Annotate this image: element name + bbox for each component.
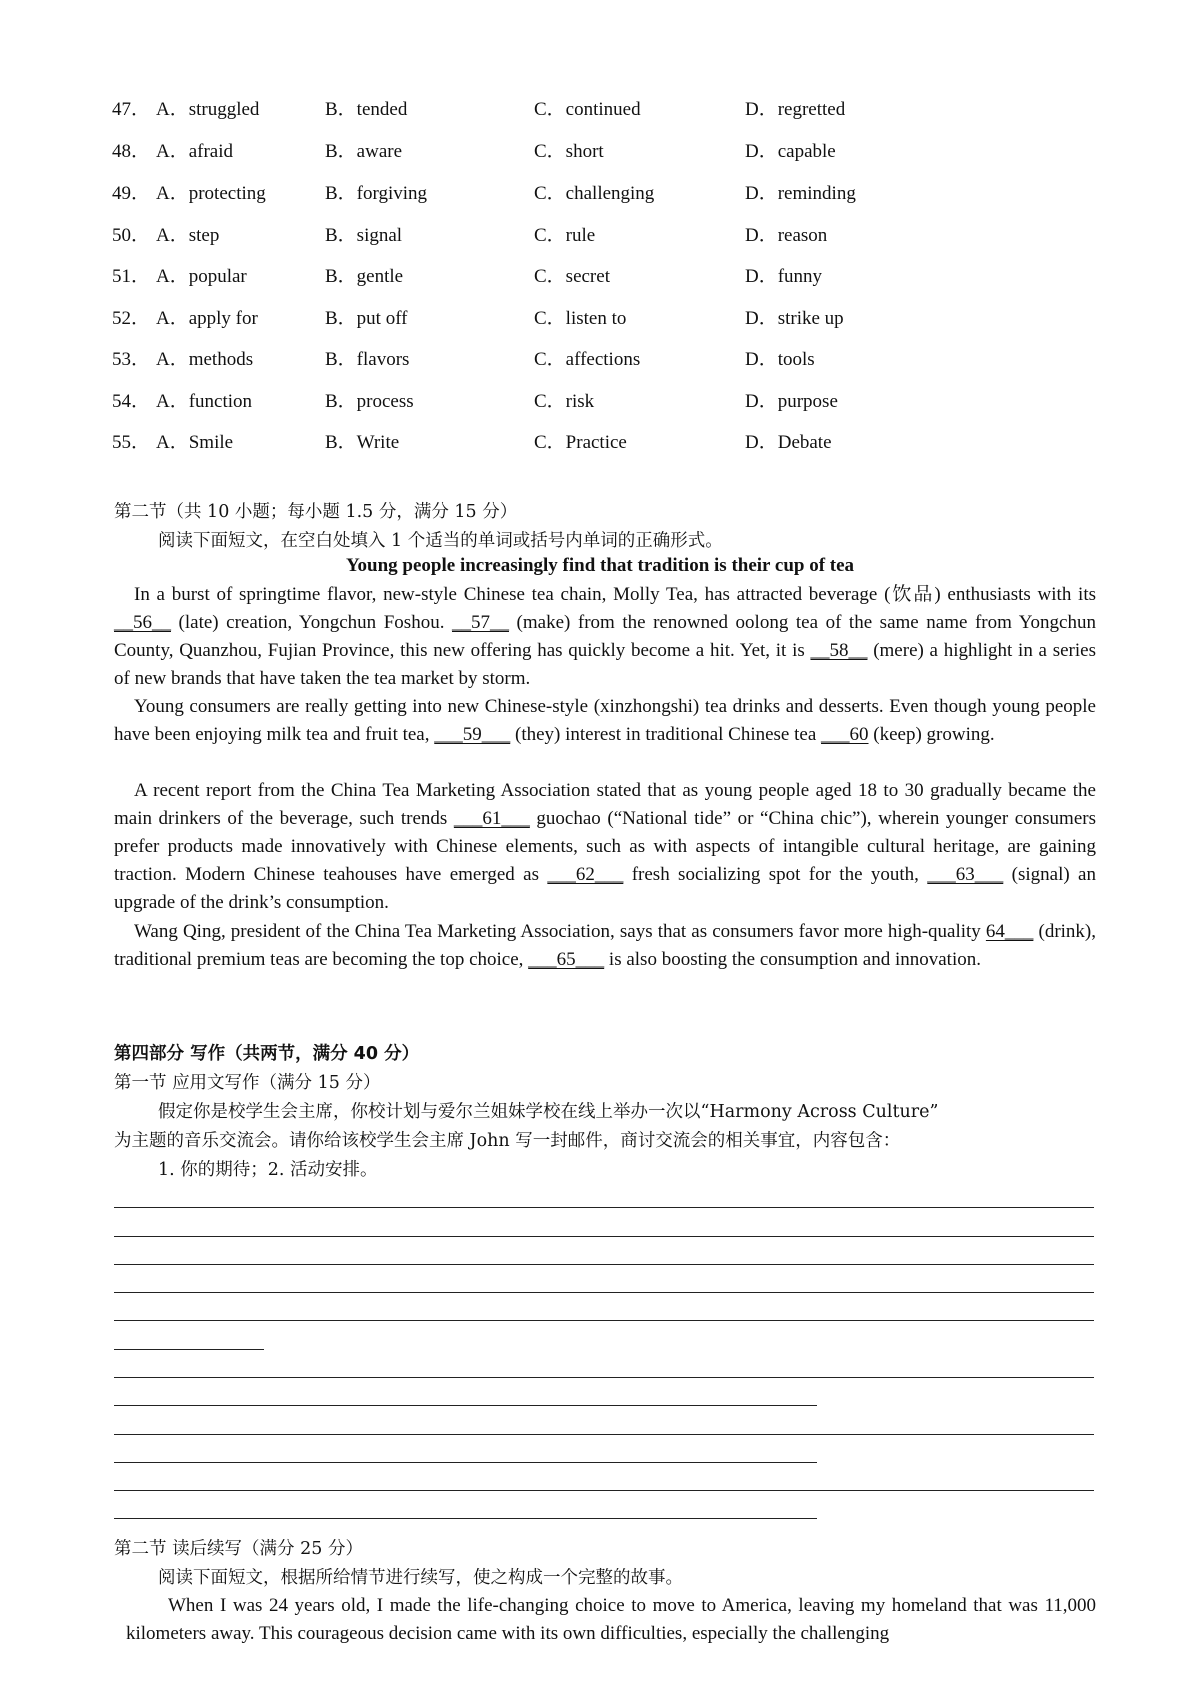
question-number: 50． xyxy=(112,225,151,246)
option-c: C．short xyxy=(534,141,604,162)
blank-58: __58__ xyxy=(810,640,868,661)
option-c: C．challenging xyxy=(534,183,655,204)
answer-line[interactable] xyxy=(114,1320,1094,1321)
option-c: C．secret xyxy=(534,266,610,287)
blank-61: ___61___ xyxy=(453,808,530,829)
question-number: 48． xyxy=(112,141,151,162)
blank-62: ___62___ xyxy=(547,864,624,885)
passage-title: Young people increasingly find that tradition is their cup of tea xyxy=(345,555,855,576)
option-b: B．forgiving xyxy=(325,183,428,204)
option-d: D．reason xyxy=(745,225,828,246)
option-a: A．struggled xyxy=(156,99,260,120)
option-d: D．strike up xyxy=(745,308,844,329)
option-a: A．apply for xyxy=(156,308,258,329)
answer-line[interactable] xyxy=(114,1518,817,1519)
option-row-53 xyxy=(112,344,1012,374)
option-a: A．popular xyxy=(156,266,247,287)
question-number: 52． xyxy=(112,308,151,329)
answer-line[interactable] xyxy=(114,1377,1094,1378)
passage-paragraph-1: In a burst of springtime flavor, new-style Chinese tea chain, Molly Tea, has attracted beverage (饮品) enthusiasts with its __56__ (late) creation, Yongchun Foshou. __57__ (make) from the renowned oolong tea of the same name from Yongchun County, Quanzhou, Fujian Province, this new offering has quickly become a hit. Yet, it is __58__ (mere) a highlight in a series of new brands that have taken the tea market by storm. xyxy=(114,584,1096,689)
option-a: A．Smile xyxy=(156,432,234,453)
question-number: 51． xyxy=(112,266,151,287)
option-c: C．listen to xyxy=(534,308,627,329)
option-row-47 xyxy=(112,94,1012,124)
option-b: B．process xyxy=(325,391,414,412)
option-b: B．aware xyxy=(325,141,403,162)
option-a: A．step xyxy=(156,225,220,246)
section2-heading: 第二节（共 10 小题；每小题 1.5 分，满分 15 分） xyxy=(114,502,518,522)
blank-64: 64___ xyxy=(985,921,1034,942)
option-c: C．Practice xyxy=(534,432,627,453)
option-b: B．gentle xyxy=(325,266,404,287)
option-b: B．tended xyxy=(325,99,408,120)
answer-line[interactable] xyxy=(114,1264,1094,1265)
question-number: 55． xyxy=(112,432,151,453)
section2-instruction: 阅读下面短文，在空白处填入 1 个适当的单词或括号内单词的正确形式。 xyxy=(158,531,723,551)
blank-63: ___63___ xyxy=(927,864,1004,885)
option-d: D．capable xyxy=(745,141,836,162)
answer-line[interactable] xyxy=(114,1462,817,1463)
part4-heading: 第四部分 写作（共两节，满分 40 分） xyxy=(114,1044,420,1064)
blank-65: ___65___ xyxy=(528,949,605,970)
answer-line[interactable] xyxy=(114,1292,1094,1293)
answer-line[interactable] xyxy=(114,1349,264,1350)
option-b: B．put off xyxy=(325,308,408,329)
question-number: 53． xyxy=(112,349,151,370)
option-d: D．tools xyxy=(745,349,815,370)
writing-section2-heading: 第二节 读后续写（满分 25 分） xyxy=(114,1539,363,1559)
answer-line[interactable] xyxy=(114,1405,817,1406)
option-c: C．affections xyxy=(534,349,641,370)
writing-prompt-line2: 为主题的音乐交流会。请你给该校学生会主席 John 写一封邮件，商讨交流会的相关事宜，内容包含： xyxy=(114,1131,901,1151)
option-row-51 xyxy=(112,261,1012,291)
option-a: A．afraid xyxy=(156,141,234,162)
option-row-55 xyxy=(112,427,1012,457)
answer-line[interactable] xyxy=(114,1490,1094,1491)
answer-line[interactable] xyxy=(114,1236,1094,1237)
option-row-54 xyxy=(112,386,1012,416)
blank-59: ___59___ xyxy=(434,724,511,745)
option-a: A．methods xyxy=(156,349,254,370)
option-a: A．function xyxy=(156,391,253,412)
option-b: B．Write xyxy=(325,432,400,453)
continuation-passage: When I was 24 years old, I made the life-changing choice to move to America, leaving my homeland that was 11,000 kilometers away. This courageous decision came with its own difficulties, especially the challenging xyxy=(126,1595,1096,1644)
answer-line[interactable] xyxy=(114,1207,1094,1208)
question-number: 54． xyxy=(112,391,151,412)
option-d: D．reminding xyxy=(745,183,856,204)
option-c: C．rule xyxy=(534,225,596,246)
option-d: D．purpose xyxy=(745,391,838,412)
option-d: D．regretted xyxy=(745,99,846,120)
option-row-50 xyxy=(112,220,1012,250)
answer-line[interactable] xyxy=(114,1434,1094,1435)
blank-60: ___60 xyxy=(821,724,869,745)
writing-prompt-line1: 假定你是校学生会主席，你校计划与爱尔兰姐妹学校在线上举办一次以“Harmony Across Culture” xyxy=(158,1102,939,1122)
writing-points: 1. 你的期待；2. 活动安排。 xyxy=(158,1160,378,1180)
option-row-49 xyxy=(112,178,1012,208)
question-number: 49． xyxy=(112,183,151,204)
option-row-48 xyxy=(112,136,1012,166)
passage-paragraph-2: Young consumers are really getting into new Chinese-style (xinzhongshi) tea drinks and desserts. Even though young people have been enjoying milk tea and fruit tea, ___59___ (they) interest in traditional Chinese tea ___60 (keep) growing. xyxy=(114,696,1096,745)
question-number: 47． xyxy=(112,99,151,120)
writing-section2-instruction: 阅读下面短文，根据所给情节进行续写，使之构成一个完整的故事。 xyxy=(158,1568,683,1588)
option-b: B．flavors xyxy=(325,349,410,370)
blank-56: __56__ xyxy=(114,612,171,633)
option-d: D．funny xyxy=(745,266,823,287)
passage-paragraph-3: A recent report from the China Tea Marketing Association stated that as young people aged 18 to 30 gradually became the main drinkers of the beverage, such trends ___61___ guochao (“National tide” or “China chic”), wherein younger consumers prefer products made innovatively with Chinese elements, such as with aspects of intangible cultural heritage, are gaining traction. Modern Chinese teahouses have emerged as ___62___ fresh socializing spot for the youth, ___63___ (signal) an upgrade of the drink’s consumption. xyxy=(114,780,1096,913)
option-c: C．risk xyxy=(534,391,595,412)
writing-section1-heading: 第一节 应用文写作（满分 15 分） xyxy=(114,1073,381,1093)
option-b: B．signal xyxy=(325,225,403,246)
option-row-52 xyxy=(112,303,1012,333)
passage-paragraph-4: Wang Qing, president of the China Tea Marketing Association, says that as consumers favor more high-quality 64___ (drink), traditional premium teas are becoming the top choice, ___65___ is also boosting the consumption and innovation. xyxy=(114,921,1096,970)
option-d: D．Debate xyxy=(745,432,832,453)
blank-57: __57__ xyxy=(451,612,509,633)
option-c: C．continued xyxy=(534,99,641,120)
option-a: A．protecting xyxy=(156,183,266,204)
